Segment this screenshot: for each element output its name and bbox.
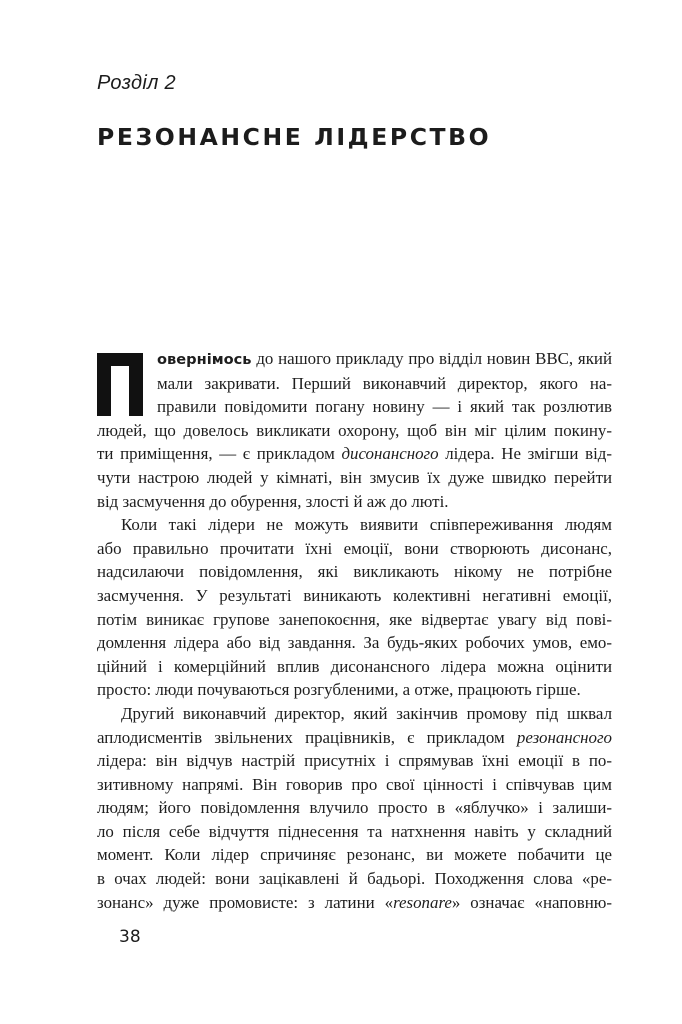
lead-word: овернімось <box>157 351 252 368</box>
paragraph-line: в очах людей: вони зацікавлені й бадьорі. Походження слова «ре- <box>97 869 612 889</box>
paragraph-line: ти приміщення, — є прикладом дисонансного лідера. Не змігши від- <box>97 444 613 464</box>
paragraph-line: момент. Коли лідер спричиняє резонанс, ви можете побачити це <box>97 845 612 865</box>
chapter-title: РЕЗОНАНСНЕ ЛІДЕРСТВО <box>97 123 492 151</box>
paragraph-line: овернімось до нашого прикладу про відділ новин BBC, який <box>157 349 612 368</box>
body-text <box>97 347 612 914</box>
paragraph-line: ційний і комерційний вплив дисонансного лідера можна оцінити <box>97 656 612 676</box>
paragraph-line: зонанс» дуже промовисте: з латини «resonare» означає «наповню- <box>97 892 612 912</box>
paragraph-line: засмучення. У результаті виникають колективні негативні емоції, <box>97 585 612 605</box>
paragraph-line: ло після себе відчуття піднесення та натхнення навіть у складний <box>97 821 612 841</box>
emphasis: резонансного <box>516 727 612 747</box>
paragraph-line: людям; його повідомлення влучило просто в «яблучко» і залиши- <box>97 798 612 818</box>
paragraph-line: Другий виконавчий директор, який закінчив промову під шквал <box>121 703 612 723</box>
paragraph-line: від засмучення до обурення, злості й аж до люті. <box>97 491 449 511</box>
paragraph-line: людей, що довелось викликати охорону, щоб він міг цілим покину- <box>97 420 612 440</box>
paragraph-line: надсилаючи повідомлення, які викликають нікому не потрібне <box>97 562 612 582</box>
emphasis: resonare <box>393 892 452 912</box>
paragraph-line: мали закривати. Перший виконавчий директор, якого на- <box>157 373 612 393</box>
paragraph-line: чути настрою людей у кімнаті, він змусив їх дуже швидко перейти <box>97 467 612 487</box>
paragraph-line: аплодисментів звільнених працівників, є прикладом резонансного <box>97 727 612 747</box>
page-number: 38 <box>119 927 141 947</box>
paragraph-line: потім виникає групове занепокоєння, яке відвертає увагу від пові- <box>97 609 612 629</box>
paragraph-line: правили повідомити погану новину — і який так розлютив <box>157 397 612 417</box>
dropcap <box>97 353 143 416</box>
paragraph-line: зитивному напрямі. Він говорив про свої цінності і співчував цим <box>97 774 612 794</box>
paragraph-line: просто: люди почуваються розгубленими, а отже, працюють гірше. <box>97 680 581 700</box>
paragraph-line: або правильно прочитати їхні емоції, вони створюють дисонанс, <box>97 538 612 558</box>
paragraph-line: лідера: він відчув настрій присутніх і спрямував їхні емоції в по- <box>97 751 612 771</box>
paragraph-line: Коли такі лідери не можуть виявити співпереживання людям <box>121 515 612 535</box>
emphasis: дисонансного <box>341 444 439 464</box>
chapter-label: Розділ 2 <box>97 72 176 94</box>
paragraph-line: домлення лідера або від завдання. За будь-яких робочих умов, емо- <box>97 633 612 653</box>
